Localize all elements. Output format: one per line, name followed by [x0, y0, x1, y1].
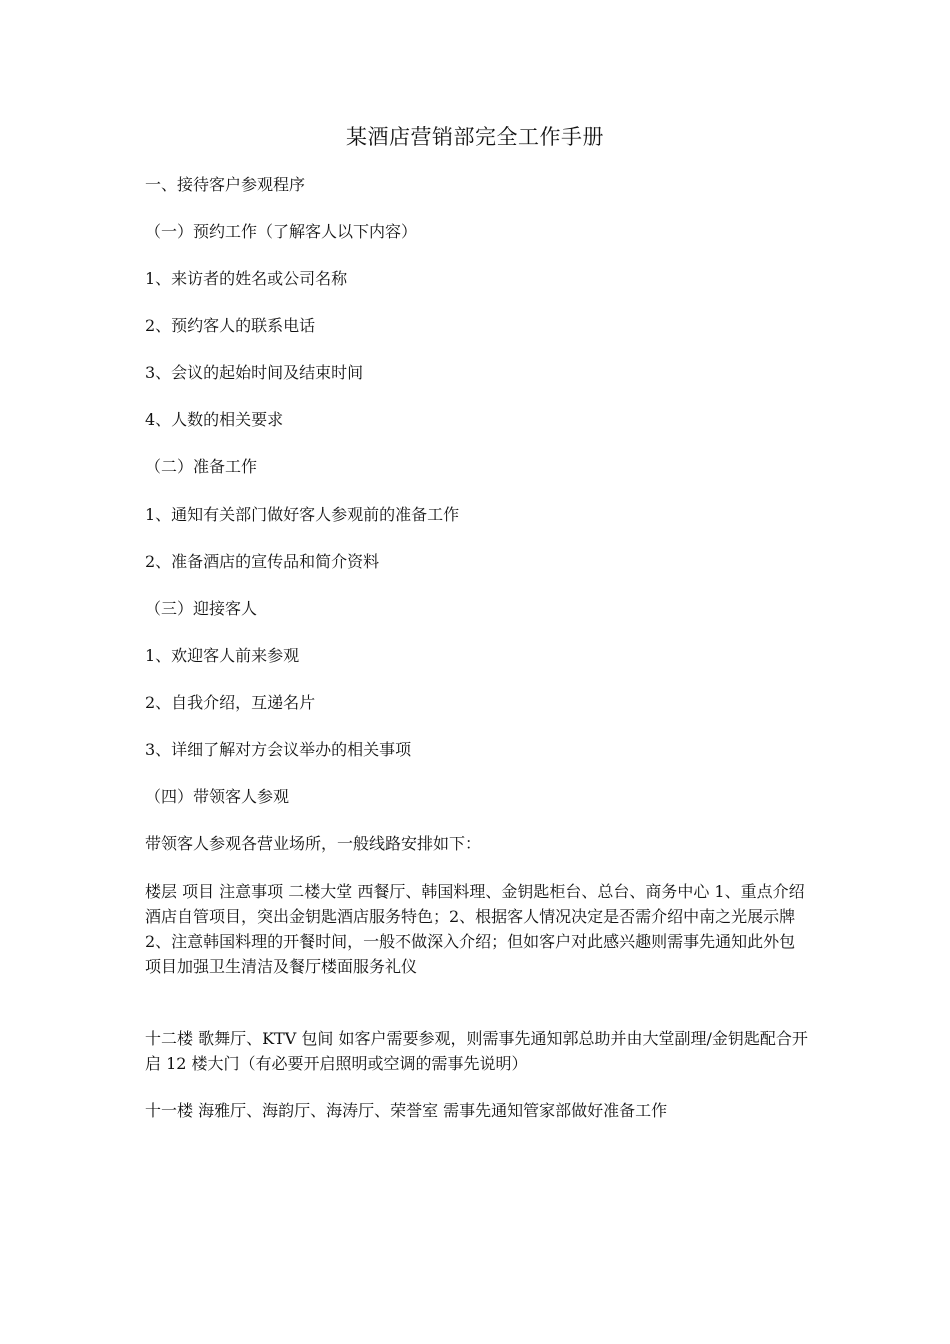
list-item: 2、预约客人的联系电话: [145, 316, 316, 335]
floor-paragraph: 十二楼 歌舞厅、KTV 包间 如客户需要参观，则需事先通知郭总助并由大堂副理/金钥匙配合开启 12 楼大门（有必要开启照明或空调的需事先说明）: [145, 1029, 808, 1073]
list-item: 2、自我介绍，互递名片: [145, 693, 316, 712]
list-item: 3、会议的起始时间及结束时间: [145, 363, 364, 382]
floor-paragraph: 楼层 项目 注意事项 二楼大堂 西餐厅、韩国料理、金钥匙柜台、总台、商务中心 1、重点介绍酒店自管项目，突出金钥匙酒店服务特色；2、根据客人情况决定是否需介绍中南之光展示牌 2、注意韩国料理的开餐时间，一般不做深入介绍；但如客户对此感兴趣则需事先通知此外包项目加强卫生清洁及餐厅楼面服务礼仪: [145, 882, 805, 976]
subsection-heading: （四）带领客人参观: [145, 787, 290, 806]
subsection-heading: （二）准备工作: [145, 457, 258, 476]
list-item: 1、来访者的姓名或公司名称: [145, 269, 348, 288]
intro-line: 带领客人参观各营业场所，一般线路安排如下：: [145, 834, 482, 853]
floor-paragraph: 十一楼 海雅厅、海韵厅、海涛厅、荣誉室 需事先通知管家部做好准备工作: [145, 1101, 668, 1120]
list-item: 3、详细了解对方会议举办的相关事项: [145, 740, 412, 759]
list-item: 4、人数的相关要求: [145, 410, 284, 429]
list-item: 1、通知有关部门做好客人参观前的准备工作: [145, 505, 460, 524]
section-heading: 一、接待客户参观程序: [145, 175, 306, 194]
subsection-heading: （一）预约工作（了解客人以下内容）: [145, 222, 418, 241]
list-item: 2、准备酒店的宣传品和简介资料: [145, 552, 380, 571]
list-item: 1、欢迎客人前来参观: [145, 646, 300, 665]
document-title: 某酒店营销部完全工作手册: [346, 125, 604, 149]
subsection-heading: （三）迎接客人: [145, 599, 258, 618]
